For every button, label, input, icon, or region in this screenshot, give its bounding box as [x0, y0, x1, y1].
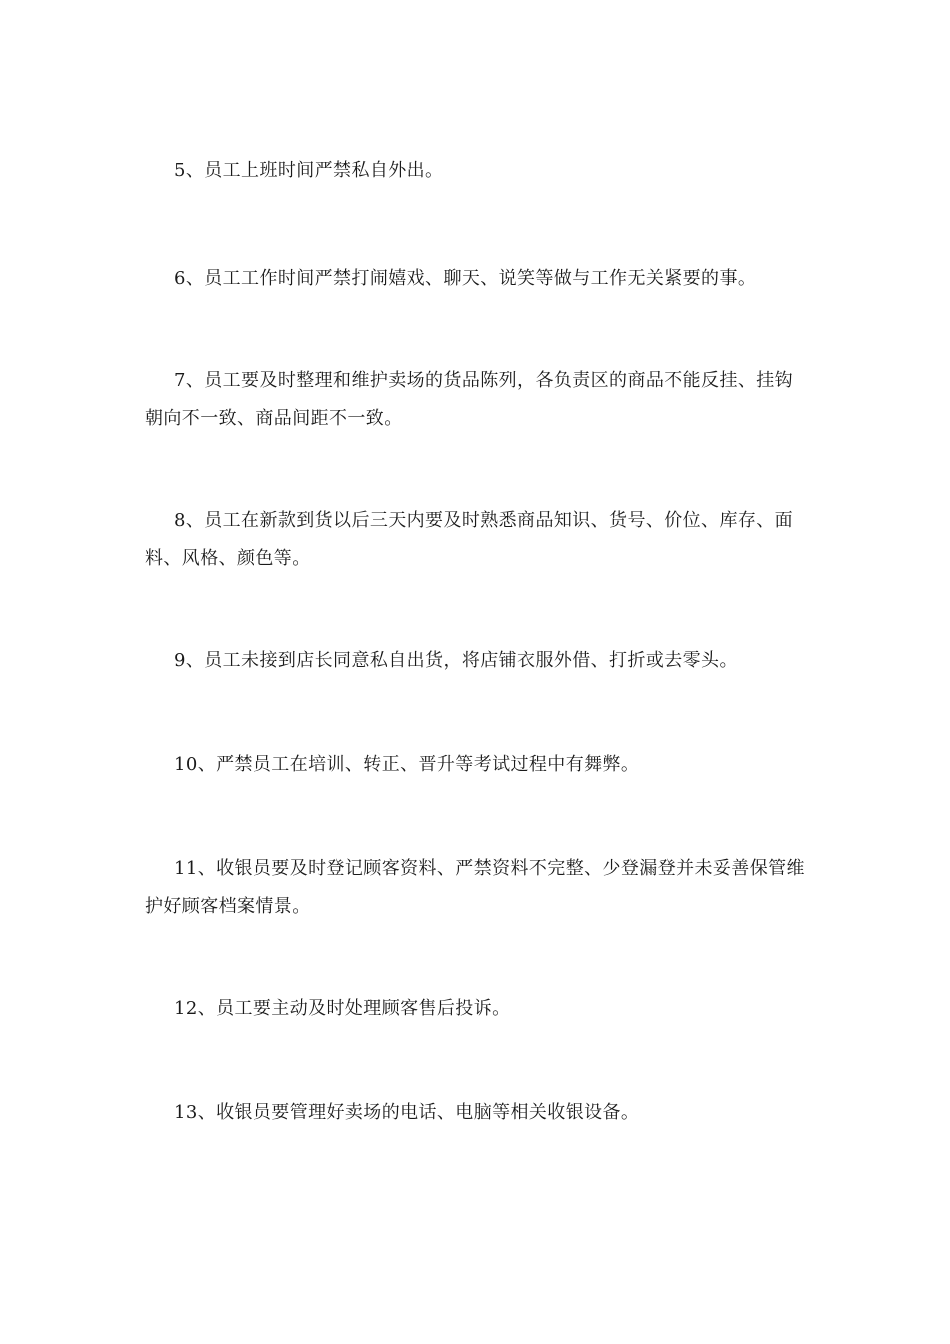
rule-item-5: 5、员工上班时间严禁私自外出。	[174, 160, 444, 181]
rule-item-10: 10、严禁员工在培训、转正、晋升等考试过程中有舞弊。	[174, 754, 640, 775]
rule-item-12: 12、员工要主动及时处理顾客售后投诉。	[174, 998, 511, 1019]
rule-item-13: 13、收银员要管理好卖场的电话、电脑等相关收银设备。	[174, 1102, 640, 1123]
rule-item-7: 7、员工要及时整理和维护卖场的货品陈列，各负责区的商品不能反挂、挂钩朝向不一致、商品间距不一致。	[145, 370, 794, 429]
rule-item-11: 11、收银员要及时登记顾客资料、严禁资料不完整、少登漏登并未妥善保管维护好顾客档案情景。	[145, 858, 805, 917]
rule-item-8: 8、员工在新款到货以后三天内要及时熟悉商品知识、货号、价位、库存、面料、风格、颜色等。	[145, 510, 794, 569]
rule-item-6: 6、员工工作时间严禁打闹嬉戏、聊天、说笑等做与工作无关紧要的事。	[174, 268, 757, 289]
rule-item-9: 9、员工未接到店长同意私自出货，将店铺衣服外借、打折或去零头。	[174, 650, 738, 671]
